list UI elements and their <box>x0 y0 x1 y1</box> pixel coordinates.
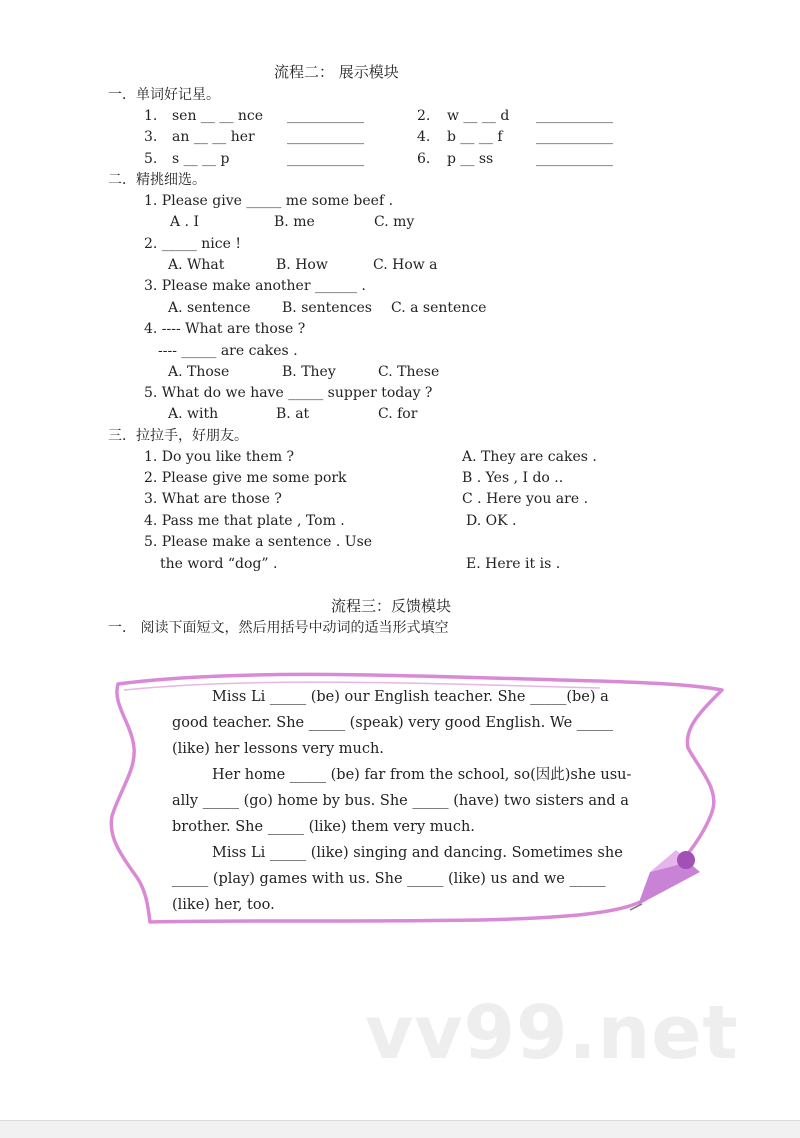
q3-left-item: 3. What are those ? <box>144 491 282 507</box>
q1-blank: ___________ <box>536 151 613 167</box>
q1-blank: ___________ <box>536 129 613 145</box>
q2-option: C. How a <box>373 257 438 273</box>
q2-heading: 二．精挑细选。 <box>108 172 206 188</box>
q2-option: A. Those <box>168 364 230 380</box>
q3-left-item: 2. Please give me some pork <box>144 470 347 486</box>
q1-num: 5. <box>144 151 158 167</box>
q1-num: 1. <box>144 108 158 124</box>
q1-num: 4. <box>417 129 431 145</box>
q1-word: b __ __ f <box>447 129 503 145</box>
section-title: 流程三：反馈模块 <box>331 597 452 615</box>
q3-right-item: C . Here you are . <box>462 491 589 507</box>
passage-line: brother. She _____ (like) them very much. <box>172 819 475 835</box>
q1-word: s __ __ p <box>172 151 230 167</box>
q2-option: C. These <box>378 364 440 380</box>
q2-stem: 1. Please give _____ me some beef . <box>144 193 394 209</box>
q3-right-item: A. They are cakes . <box>462 449 597 465</box>
passage-line: Her home _____ (be) far from the school, so(因此)she usu- <box>212 767 632 783</box>
reading-instruction: 一． 阅读下面短文，然后用括号中动词的适当形式填空 <box>108 620 449 636</box>
q2-stem: 4. ---- What are those ? <box>144 321 306 337</box>
q2-option: B. How <box>276 257 328 273</box>
q2-option: B. sentences <box>282 300 372 316</box>
passage-line: good teacher. She _____ (speak) very good English. We _____ <box>172 715 614 731</box>
q3-right-item: E. Here it is . <box>466 556 561 572</box>
q2-stem: 3. Please make another ______ . <box>144 278 366 294</box>
q2-option: C. my <box>374 214 415 230</box>
q2-option: C. a sentence <box>391 300 487 316</box>
q1-word: an __ __ her <box>172 129 255 145</box>
passage-line: _____ (play) games with us. She _____ (like) us and we _____ <box>172 871 606 887</box>
q3-left-item: 4. Pass me that plate , Tom . <box>144 513 345 529</box>
q2-option: A. What <box>168 257 225 273</box>
q1-num: 2. <box>417 108 431 124</box>
section-title: 流程二： 展示模块 <box>274 63 399 81</box>
q1-heading: 一．单词好记星。 <box>108 87 220 103</box>
watermark: vv99.net <box>365 990 739 1076</box>
q1-blank: ___________ <box>536 108 613 124</box>
passage-line: (like) her lessons very much. <box>172 741 384 757</box>
q3-left-item: the word “dog” . <box>160 556 278 572</box>
q2-option: B. They <box>282 364 336 380</box>
q2-option: B. at <box>276 406 310 422</box>
q2-option: A. with <box>168 406 219 422</box>
q2-stem: 2. _____ nice ! <box>144 236 241 252</box>
q1-word: sen __ __ nce <box>172 108 263 124</box>
q1-blank: ___________ <box>287 151 364 167</box>
q3-right-item: D. OK . <box>466 513 517 529</box>
q3-right-item: B . Yes , I do .. <box>462 470 564 486</box>
q1-word: p __ ss <box>447 151 494 167</box>
pencil-icon <box>630 850 700 910</box>
q2-option: A. sentence <box>168 300 251 316</box>
q3-left-item: 5. Please make a sentence . Use <box>144 534 373 550</box>
q2-option: B. me <box>274 214 315 230</box>
q2-stem: 5. What do we have _____ supper today ? <box>144 385 433 401</box>
q1-blank: ___________ <box>287 108 364 124</box>
q2-option: A . I <box>170 214 199 230</box>
passage-line: ally _____ (go) home by bus. She _____ (have) two sisters and a <box>172 793 629 809</box>
q3-left-item: 1. Do you like them ? <box>144 449 295 465</box>
q2-option: C. for <box>378 406 418 422</box>
q2-stem: ---- _____ are cakes . <box>158 343 298 359</box>
q3-heading: 三．拉拉手，好朋友。 <box>108 428 248 444</box>
viewer-bottom-bar <box>0 1120 800 1138</box>
q1-num: 3. <box>144 129 158 145</box>
passage-line: Miss Li _____ (like) singing and dancing. Sometimes she <box>212 845 623 861</box>
q1-word: w __ __ d <box>447 108 510 124</box>
q1-num: 6. <box>417 151 431 167</box>
reading-passage <box>172 684 632 918</box>
passage-line: Miss Li _____ (be) our English teacher. She _____(be) a <box>212 689 609 705</box>
q1-blank: ___________ <box>287 129 364 145</box>
passage-line: (like) her, too. <box>172 897 275 913</box>
